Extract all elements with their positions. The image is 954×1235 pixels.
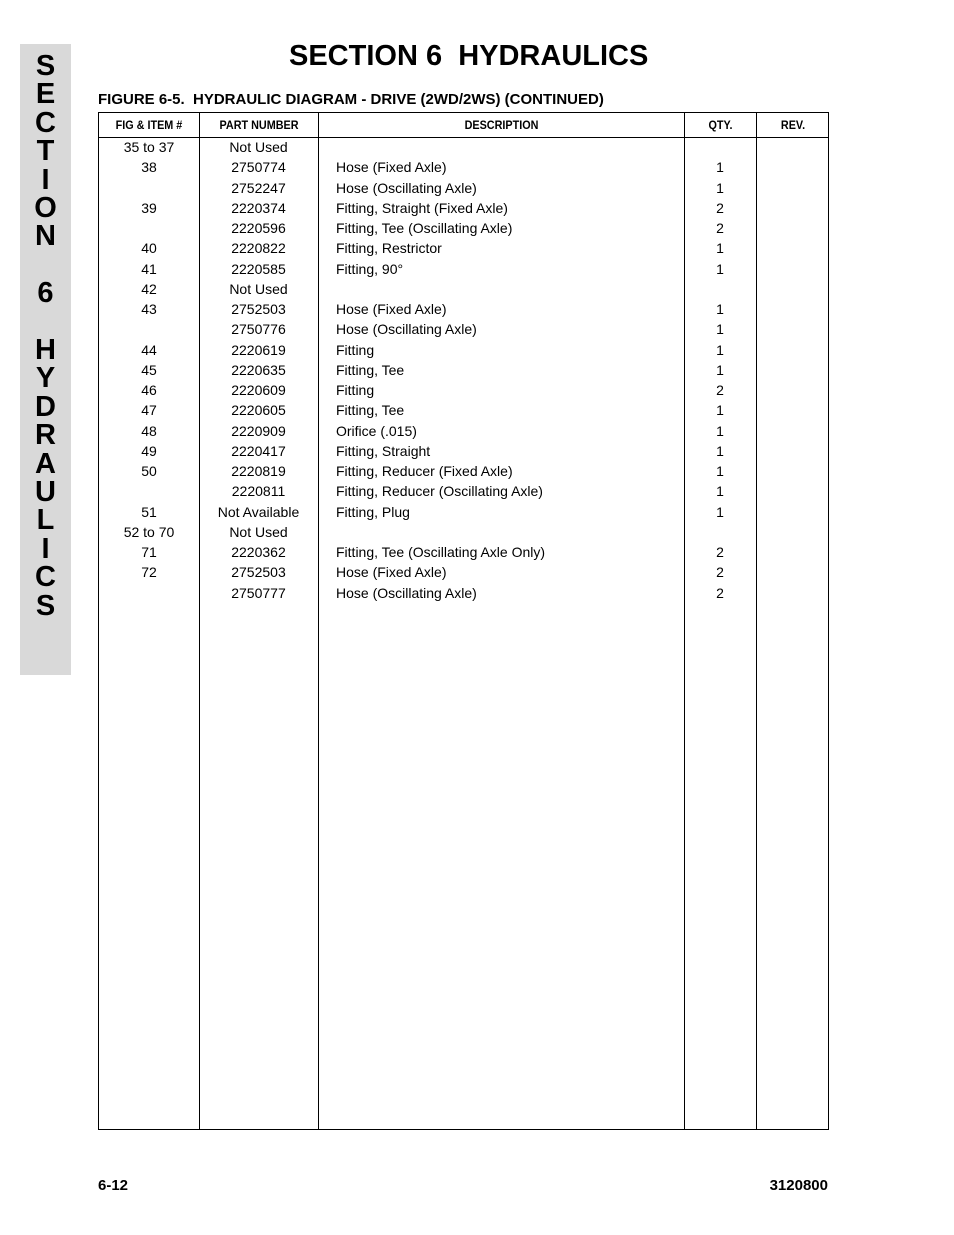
side-tab-letter: L [36,504,55,537]
qty-cell: 1 [716,503,724,520]
part-number-cell: 2220811 [231,483,286,500]
description-cell: Fitting [336,341,375,358]
description-cell: Fitting, Tee (Oscillating Axle Only) [336,544,546,560]
qty-cell: 1 [716,260,724,277]
side-tab-letter: Y [35,362,56,395]
qty-cell: 1 [716,179,724,196]
table-row [99,137,828,157]
description-cell: Hose (Fixed Axle) [336,301,447,317]
table-row [99,299,828,319]
part-number-cell: 2752503 [231,301,286,317]
figure-title: FIGURE 6-5. HYDRAULIC DIAGRAM - DRIVE (2WD/2WS) (CONTINUED) [98,91,604,108]
part-number-cell: 2220362 [231,544,286,560]
item-number-cell: 45 [141,361,157,378]
section-side-tab [20,44,71,675]
description-cell: Hose (Oscillating Axle) [336,584,477,601]
header-fig-item: FIG & ITEM # [115,118,183,132]
qty-cell: 1 [716,341,724,358]
description-cell: Fitting, 90° [336,260,404,277]
part-number-cell: 2750776 [231,321,286,338]
header-rev: REV. [780,118,806,132]
description-cell: Fitting [336,382,375,398]
item-number-cell: 71 [141,544,157,560]
qty-cell: 1 [716,442,724,459]
table-row [99,421,828,441]
part-number-cell: 2750777 [231,584,286,601]
item-number-cell [99,319,199,339]
side-tab-letter: U [35,476,56,508]
qty-cell: 1 [716,463,724,479]
side-tab-letter: T [36,135,55,168]
side-tab-letter: S [35,50,56,82]
table-row [99,481,828,501]
qty-cell [685,522,755,542]
table-row [99,400,828,420]
part-number-cell: 2220909 [231,422,286,439]
document-number: 3120800 [769,1177,828,1194]
part-number-cell: 2220596 [231,220,286,236]
item-number-cell [99,178,199,198]
part-number-cell: 2220417 [231,442,286,459]
item-number-cell: 40 [141,240,157,257]
description-cell: Hose (Fixed Axle) [336,564,447,581]
header-qty: QTY. [708,118,733,132]
description-cell: Fitting, Restrictor [336,240,442,257]
description-cell: Fitting, Plug [336,503,410,520]
part-number-cell: 2220635 [231,361,286,378]
description-cell: Hose (Fixed Axle) [336,159,447,176]
item-number-cell: 44 [141,341,157,358]
side-tab-letter: C [35,561,56,594]
qty-cell: 1 [716,240,724,257]
part-number-cell: 2752247 [231,179,286,196]
table-row [99,238,828,258]
qty-cell: 1 [716,361,724,378]
description-cell: Orifice (.015) [336,422,417,439]
qty-cell: 2 [716,584,724,601]
item-number-cell: 72 [141,564,157,581]
part-number-cell: 2750774 [231,159,286,176]
description-cell: Hose (Oscillating Axle) [336,179,477,196]
description-cell: Fitting, Tee [336,361,405,378]
header-part-number: PART NUMBER [219,118,299,132]
part-number-cell: Not Used [229,139,288,155]
qty-cell: 1 [716,483,724,500]
item-number-cell: 41 [141,260,157,277]
table-row [99,562,828,582]
part-number-cell: 2220819 [231,463,286,479]
table-header-row [99,113,828,138]
part-number-cell: Not Available [217,503,300,520]
page-title: SECTION 6 HYDRAULICS [289,40,649,72]
qty-cell: 2 [716,564,724,581]
part-number-cell: Not Used [229,523,288,540]
part-number-cell: 2220822 [231,240,286,257]
part-number-cell: 2220585 [231,260,286,277]
qty-cell: 2 [716,199,724,216]
item-number-cell: 46 [141,382,157,398]
part-number-cell: 2220605 [231,402,286,419]
item-number-cell: 51 [141,503,157,520]
table-row [99,502,828,522]
item-number-cell [99,481,199,501]
page-number: 6-12 [98,1177,129,1194]
table-row [99,380,828,400]
item-number-cell: 35 to 37 [123,139,175,155]
table-row [99,218,828,238]
table-row [99,441,828,461]
qty-cell: 2 [716,544,724,560]
description-cell: Fitting, Tee [336,402,405,419]
description-cell [336,279,676,299]
item-number-cell [99,218,199,238]
side-tab-letter: H [35,334,56,366]
description-cell: Fitting, Reducer (Fixed Axle) [336,463,513,479]
item-number-cell [99,583,199,603]
side-tab-letter: S [35,589,56,622]
side-tab-letter: C [35,106,56,139]
table-row [99,319,828,339]
qty-cell [685,279,755,299]
table-row [99,522,828,542]
table-row [99,178,828,198]
description-cell [336,522,676,542]
description-cell: Fitting, Straight (Fixed Axle) [336,199,508,216]
item-number-cell: 49 [141,442,157,459]
side-tab-letter: 6 [37,277,54,310]
side-tab-letter: I [41,163,50,196]
side-tab-letter: I [41,532,50,565]
side-tab-letter: N [35,220,56,253]
description-cell: Fitting, Straight [336,442,431,459]
qty-cell: 1 [716,301,724,317]
qty-cell [685,137,755,157]
table-row [99,461,828,481]
table-row [99,340,828,360]
item-number-cell: 50 [141,463,157,479]
qty-cell: 1 [716,422,724,439]
qty-cell: 1 [716,159,724,176]
qty-cell: 1 [716,402,724,419]
part-number-cell: Not Used [229,280,288,297]
part-number-cell: 2220609 [231,382,286,398]
item-number-cell: 42 [141,280,157,297]
item-number-cell: 52 to 70 [123,523,175,540]
side-tab-letter: A [35,447,56,480]
table-row [99,198,828,218]
qty-cell: 2 [716,382,724,398]
table-row [99,360,828,380]
description-cell: Hose (Oscillating Axle) [336,321,477,338]
item-number-cell: 43 [141,301,157,317]
side-tab-letter: R [35,419,56,452]
header-description: DESCRIPTION [464,118,539,132]
side-tab-letter: O [34,192,57,224]
side-tab-letter: D [35,390,56,423]
side-tab-letter: E [35,78,56,111]
item-number-cell: 47 [141,402,157,419]
part-number-cell: 2220374 [231,199,286,216]
item-number-cell: 39 [141,199,157,216]
description-cell [336,137,676,157]
parts-table [98,112,829,1130]
part-number-cell: 2220619 [231,341,286,358]
table-row [99,542,828,562]
table-row [99,279,828,299]
description-cell: Fitting, Tee (Oscillating Axle) [336,220,513,236]
item-number-cell: 48 [141,422,157,439]
item-number-cell: 38 [141,159,157,176]
qty-cell: 1 [716,321,724,338]
qty-cell: 2 [716,220,724,236]
table-row [99,259,828,279]
table-row [99,157,828,177]
part-number-cell: 2752503 [231,564,286,581]
table-row [99,583,828,603]
description-cell: Fitting, Reducer (Oscillating Axle) [336,483,543,500]
